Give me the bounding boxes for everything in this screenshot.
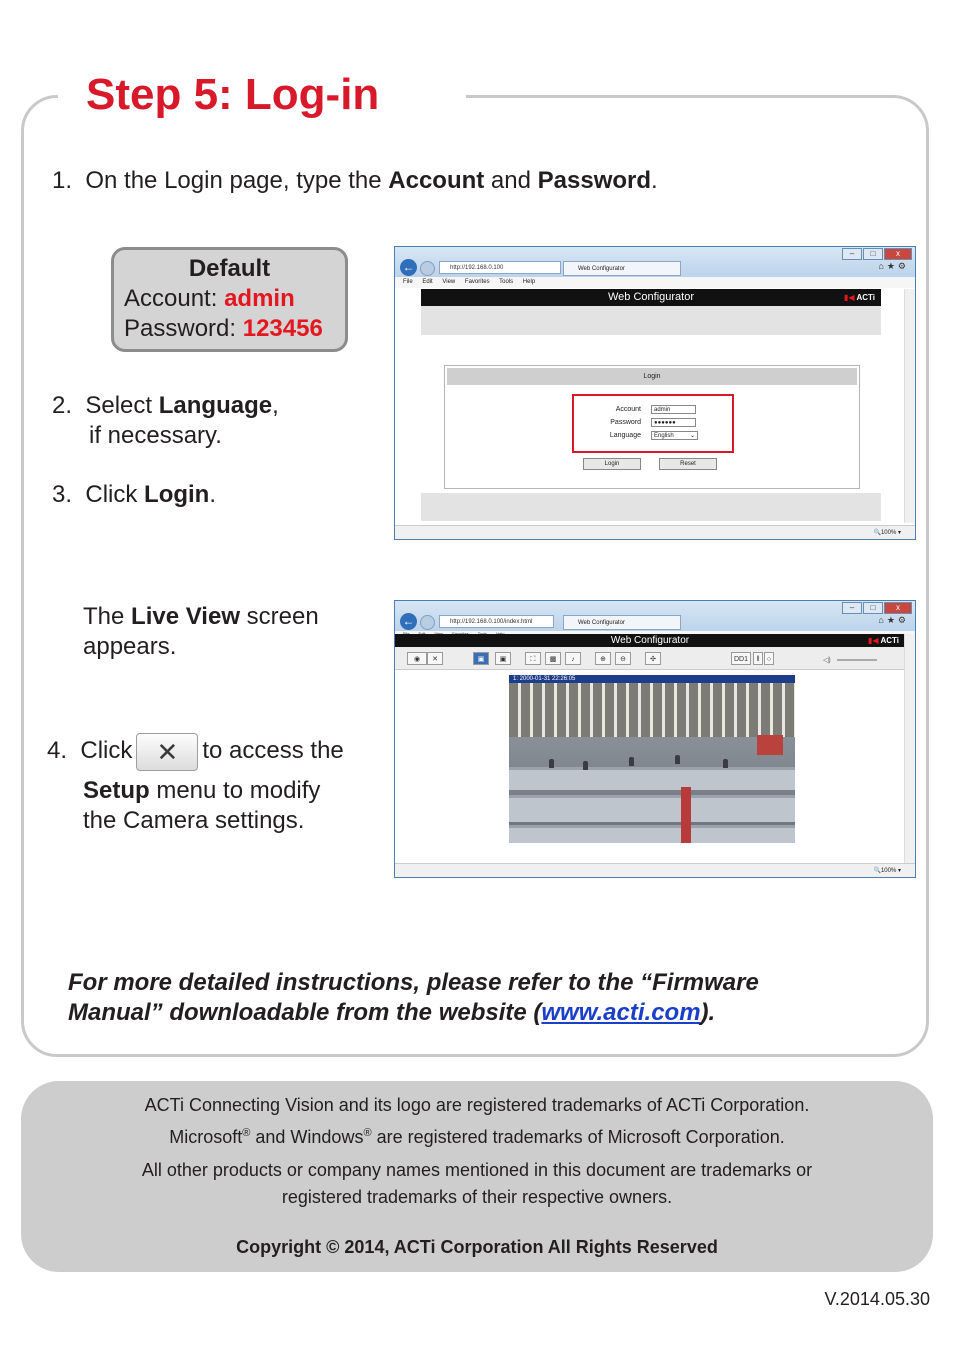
language-select: English ⌄ <box>651 431 698 440</box>
app-header: Web Configurator ▮◀ ACTi <box>395 634 905 647</box>
scrollbar <box>904 289 915 523</box>
step-4-line2: Setup menu to modify <box>83 777 321 804</box>
default-account: Account: admin <box>124 285 295 312</box>
status-bar: 🔍100% ▾ <box>395 525 915 539</box>
monitor-off-icon: ▣ <box>495 652 511 665</box>
zoom-out-icon: ⊖ <box>615 652 631 665</box>
fullscreen-icon: ⛶ <box>525 652 541 665</box>
window-buttons <box>841 602 912 614</box>
account-label: Account <box>615 406 641 413</box>
scrollbar <box>904 634 915 863</box>
record-icon: ○ <box>764 652 774 665</box>
footer-line1: ACTi Connecting Vision and its logo are registered trademarks of ACTi Corporation. <box>144 1095 810 1115</box>
forward-icon <box>420 261 435 276</box>
note-line1: For more detailed instructions, please refer to the “Firmware <box>68 969 759 996</box>
step-2-line2: if necessary. <box>89 422 222 449</box>
setup-button-icon <box>136 733 198 771</box>
eye-icon: ◉ <box>407 652 427 665</box>
login-screenshot <box>394 246 916 540</box>
content-frame <box>21 95 929 1057</box>
step-4: 4. Click ✕ to access the <box>47 732 344 771</box>
close-icon: x <box>884 602 912 614</box>
zoom-icon: 🔍 <box>873 530 881 536</box>
account-input: admin <box>651 405 696 414</box>
monitor-icon: ▣ <box>473 652 489 665</box>
ptz-icon: ✣ <box>645 652 661 665</box>
app-header: Web Configurator ▮◀ ACTi <box>421 289 881 306</box>
version: V.2014.05.30 <box>824 1289 930 1309</box>
default-password: Password: 123456 <box>124 315 323 342</box>
minimize-icon: – <box>842 248 862 260</box>
cubicle-row <box>509 825 795 843</box>
liveview-screenshot <box>394 600 916 878</box>
password-label: Password <box>610 419 641 426</box>
home-star-gear-icons: ⌂★⚙ <box>878 615 909 625</box>
header-band <box>421 306 881 335</box>
zoom-icon: 🔍 <box>873 868 881 874</box>
password-input: ●●●●●● <box>651 418 696 427</box>
login-button: Login <box>583 458 641 470</box>
home-star-gear-icons: ⌂★⚙ <box>878 261 909 271</box>
back-icon: ← <box>400 613 417 630</box>
volume-slider <box>837 659 877 661</box>
person <box>629 757 634 766</box>
mic-icon: ♪ <box>565 652 581 665</box>
cubicle-row <box>509 767 795 790</box>
ceiling-lights <box>509 683 795 737</box>
default-heading: Default <box>188 255 271 282</box>
acti-logo: ▮◀ ACTi <box>843 293 875 302</box>
step-3: 3. Click Login. <box>52 481 217 508</box>
browser-menu: File Edit View Favorites Tools Help <box>395 277 915 288</box>
tools-icon: ✕ <box>156 736 179 767</box>
close-icon: x <box>884 248 912 260</box>
camera-view <box>509 675 795 843</box>
login-panel <box>444 365 860 489</box>
liveview-text: The Live View screen <box>83 603 319 630</box>
login-panel-title: Login <box>447 368 857 385</box>
maximize-icon: □ <box>863 248 883 260</box>
language-label: Language <box>609 432 641 439</box>
forward-icon <box>420 615 435 630</box>
camera-timestamp: 1: 2000-01-31 22:26:05 <box>509 675 795 683</box>
browser-tab: Web Configurator <box>563 261 681 276</box>
status-bar: 🔍100% ▾ <box>395 863 915 877</box>
step-1: 1. On the Login page, type the Account and Password. <box>52 167 658 194</box>
note-line2: Manual” downloadable from the website (www.acti.com). <box>68 999 716 1026</box>
step-2: 2. Select Language, <box>52 392 279 419</box>
person <box>723 759 728 768</box>
cubicle-row <box>509 795 795 822</box>
red-panel <box>757 735 783 755</box>
website-link[interactable]: www.acti.com <box>541 999 701 1026</box>
copyright: Copyright © 2014, ACTi Corporation All Rights Reserved <box>236 1237 718 1257</box>
browser-tab: Web Configurator <box>563 615 681 630</box>
footer-line4: registered trademarks of their respective owners. <box>281 1187 673 1207</box>
maximize-icon: □ <box>863 602 883 614</box>
address-bar: http://192.168.0.100/index.html <box>439 615 554 628</box>
person <box>549 759 554 768</box>
footer-line2: Microsoft® and Windows® are registered trademarks of Microsoft Corporation. <box>169 1127 785 1147</box>
back-icon: ← <box>400 259 417 276</box>
pause-icon: ‖ <box>753 652 763 665</box>
footer-line3: All other products or company names mentioned in this document are trademarks or <box>141 1160 813 1180</box>
red-pillar <box>681 787 691 843</box>
acti-logo: ▮◀ ACTi <box>867 636 899 645</box>
window-buttons <box>841 248 912 260</box>
browser-chrome <box>395 247 915 277</box>
footer-band <box>421 493 881 521</box>
address-bar: http://192.168.0.100 <box>439 261 561 274</box>
speaker-icon: ◁) <box>823 657 831 664</box>
browser-chrome <box>395 601 915 631</box>
live-toolbar <box>395 647 905 670</box>
footer <box>21 1081 933 1272</box>
setup-icon: ✕ <box>427 652 443 665</box>
stream-select: DD1 <box>731 652 751 665</box>
chevron-down-icon: ⌄ <box>689 433 695 439</box>
person <box>583 761 588 770</box>
zoom-in-icon: ⊕ <box>595 652 611 665</box>
camera-icon: ▩ <box>545 652 561 665</box>
step-4-line3: the Camera settings. <box>83 807 305 834</box>
minimize-icon: – <box>842 602 862 614</box>
reset-button: Reset <box>659 458 717 470</box>
person <box>675 755 680 764</box>
liveview-text-line2: appears. <box>83 633 177 660</box>
page-title: Step 5: Log-in <box>86 70 380 119</box>
reference-note <box>68 968 759 1028</box>
default-credentials-box <box>111 247 348 352</box>
